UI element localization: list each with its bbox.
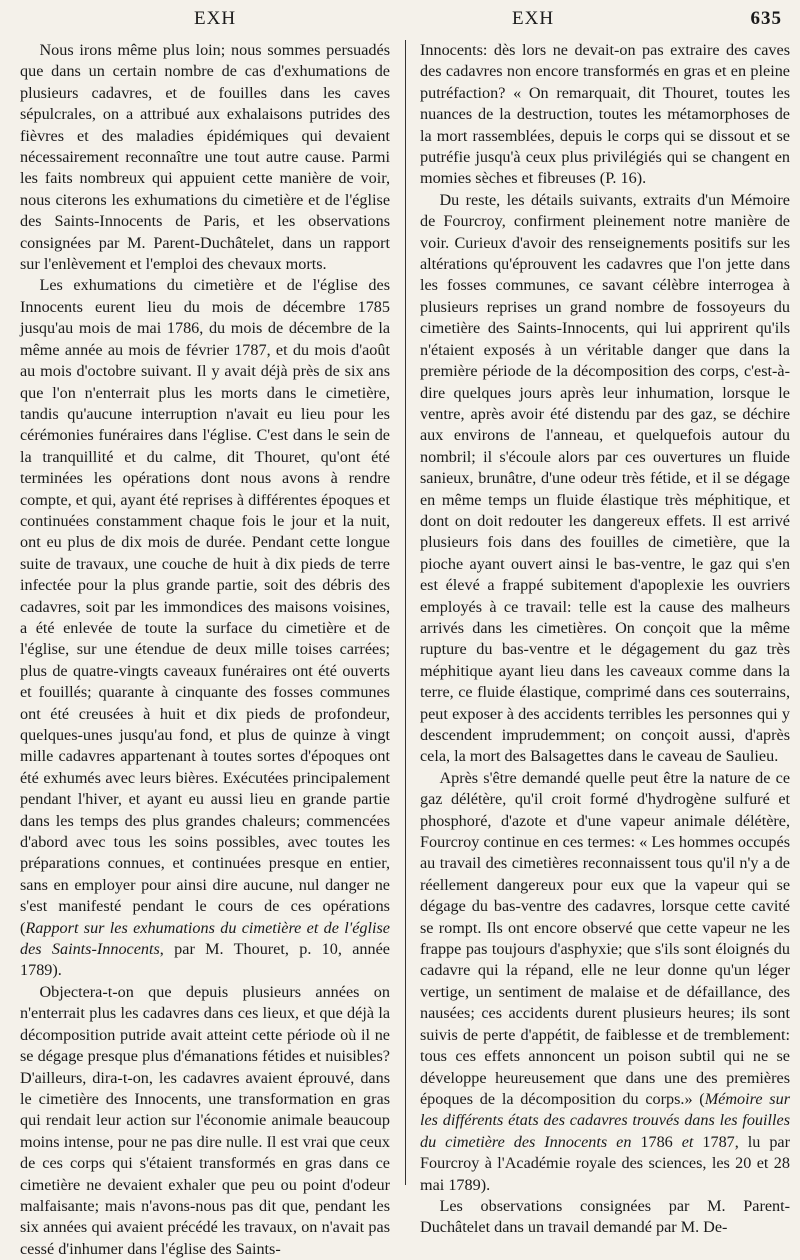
paragraph: Objectera-t-on que depuis plusieurs années on n'enterrait plus les cadavres dans ces lieux, et que déjà la décomposition putride avait atteint cette période où il ne se dégage presque plus d'émanations fétides et nuisibles? D'ailleurs, dira-t-on, les cadavres avaient éprouvé, dans le cimetière des Innocents, une transformation en gras qui rendait leur action sur l'économie animale beaucoup moins intense, pour ne pas dire nulle. Il est vrai que ceux de ces corps qui s'étaient transformés en gras dans ce cimetière ne devaient exhaler que peu ou point d'odeur malfaisante; mais n'avons-nous pas dit que, pendant les six années qui avaient précédé les travaux, on n'avait pas cessé d'inhumer dans l'église des Saints-: [20, 982, 390, 1258]
running-head-left: EXH: [194, 8, 237, 29]
citation-conjunction: et: [681, 1132, 694, 1151]
citation-tail: 1787, lu par Fourcroy à l'Académie royale des sciences, les 20 et 28 mai 1789).: [420, 1132, 790, 1194]
paragraph: [20, 275, 390, 981]
paragraph: Innocents: dès lors ne devait-on pas extraire des caves des cadavres non encore transformés en gras et en pleine putréfaction? « On remarquait, dit Thouret, toutes les nuances de la destruction, toutes les métamorphoses de la mort rassemblées, depuis le corps qui se dissout et se putréfie jusqu'à ceux plus privilégiés qui se changent en momies sèches et fibreuses (P. 16).: [420, 41, 790, 188]
paragraph-text: Les exhumations du cimetière et de l'église des Innocents eurent lieu du mois de décembre 1785 jusqu'au mois de mai 1786, du mois de décembre de la même année au mois de février 1787, et du mois d'août au mois d'octobre suivant. Il y avait déjà près de six ans que l'on n'enterrait plus les morts dans le cimetière, tandis qu'aucune interruption n'avait eu lieu pour les cérémonies funéraires dans l'église. C'est dans le sein de la tranquillité et du calme, dit Thouret, qu'ont été terminées les opérations dont nous avons à rendre compte, et qui, ayant été reprises à différentes époques et continuées constamment chaque fois le jour et la nuit, ont eu plus de dix mois de durée. Pendant cette longue suite de travaux, une couche de huit à dix pieds de terre infectée pour la plus grande partie, soit des débris des cadavres, soit par les immondices des maisons voisines, a été enlevée de toute la surface du cimetière et de l'église, sur une étendue de deux mille toises carrées; plus de quatre-vingts caveaux funéraires ont été ouverts et fouillés; quarante à cinquante des fosses communes ont été creusées à huit et dix pieds de profondeur, quelques-unes jusqu'au fond, et plus de quinze à vingt mille cadavres appartenant à toutes sortes d'époques ont été exhumés avec leurs bières. Exécutées principalement pendant l'hiver, et ayant eu aussi lieu en grande partie dans les temps des plus grandes chaleurs; commencées d'abord avec tous les soins possibles, avec toutes les préparations connues, et continuées presque en entier, sans en employer pour ainsi dire aucune, nul danger ne s'est manifesté pendant le cours de ces opérations (: [20, 276, 390, 937]
running-header: [24, 6, 788, 36]
running-head-right: EXH: [512, 8, 555, 29]
right-column: [420, 40, 790, 1237]
left-column: [20, 40, 390, 1258]
citation-year: 1786: [631, 1132, 682, 1151]
citation-title: Rapport sur les exhumations du cimetière et de l'église des Saints-Innocents: [20, 918, 390, 959]
citation-tail: , par M. Thouret, p. 10, année 1789).: [20, 940, 390, 980]
citation-title: Mémoire sur les différents états des cadavres trouvés dans les fouilles du cimetière des Innocents en: [420, 1089, 790, 1151]
text-columns: [20, 40, 790, 1258]
paragraph: Du reste, les détails suivants, extraits d'un Mémoire de Fourcroy, confirment pleinement notre manière de voir. Curieux d'avoir des renseignements positifs sur les altérations qu'éprouvent les cadavres que l'on jette dans les fosses communes, ce savant célèbre interrogea à plusieurs reprises un grand nombre de fossoyeurs du cimetière des Saints-Innocents, qui lui apprirent qu'ils n'étaient exposés à un véritable danger que dans la première période de la décomposition des corps, c'est-à-dire quelques jours après leur inhumation, lorsque le ventre, après avoir été distendu par des gaz, se déchire aux environs de l'anneau, et quelquefois autour du nombril; il s'écoule alors par ces ouvertures un fluide sanieux, brunâtre, d'une odeur très fétide, et il se dégage en même temps un fluide élastique très méphitique, et dont on doit redouter les dangereux effets. Il est arrivé plusieurs fois dans des fouilles de cimetière, que la pioche ayant ouvert ainsi le bas-ventre, le gaz qui s'en est élevé a frappé subitement d'apoplexie les ouvriers employés à ce travail: telle est la cause des malheurs arrivés dans les cimetières. On conçoit que la même rupture du bas-ventre et le dégagement du gaz très méphitique ayant lieu dans les caveaux comme dans la terre, ce fluide élastique, comprimé dans ces souterrains, peut exposer à des accidents terribles les personnes qui y descendent imprudemment; on conçoit aussi, d'après cela, la mort des Balsagettes dans le caveau de Saulieu.: [420, 190, 790, 766]
column-divider: [405, 40, 406, 1185]
page-number: 635: [750, 8, 782, 29]
paragraph-text: Après s'être demandé quelle peut être la nature de ce gaz délétère, qu'il croit formé d'hydrogène sulfuré et phosphoré, d'azote et d'une vapeur animale délétère, Fourcroy continue en ces termes: « Les hommes occupés au travail des cimetières reconnaissent tous qu'il n'y a de réellement dangereux pour eux que la vapeur qui se dégage du bas-ventre des cadavres, lorsque cette cavité se rompt. Ils ont encore observé que cette vapeur ne les frappe pas toujours d'asphyxie; que s'ils sont éloignés du cadavre qui la répand, elle ne leur donne qu'un léger vertige, un sentiment de malaise et de défaillance, des nausées; ces accidents durent plusieurs heures; ils sont suivis de perte d'appétit, de faiblesse et de tremblement: tous ces effets annoncent un poison subtil qui ne se développe heureusement que dans une des premières époques de la décomposition du corps.» (: [420, 768, 790, 1108]
paragraph: [420, 768, 790, 1196]
paragraph: Nous irons même plus loin; nous sommes persuadés que dans un certain nombre de cas d'exhumations de plusieurs cadavres, et de fouilles dans les caves sépulcrales, on a attribué aux exhalaisons putrides des fièvres et des maladies épidémiques qui devaient nécessairement reconnaître une tout autre cause. Parmi les faits nombreux qui appuient cette manière de voir, nous citerons les exhumations du cimetière et de l'église des Saints-Innocents de Paris, et les observations consignées par M. Parent-Duchâtelet, dans un rapport sur l'enlèvement et l'emploi des chevaux morts.: [20, 41, 390, 274]
paragraph: Les observations consignées par M. Parent-Duchâtelet dans un travail demandé par M. De-: [420, 1196, 790, 1237]
